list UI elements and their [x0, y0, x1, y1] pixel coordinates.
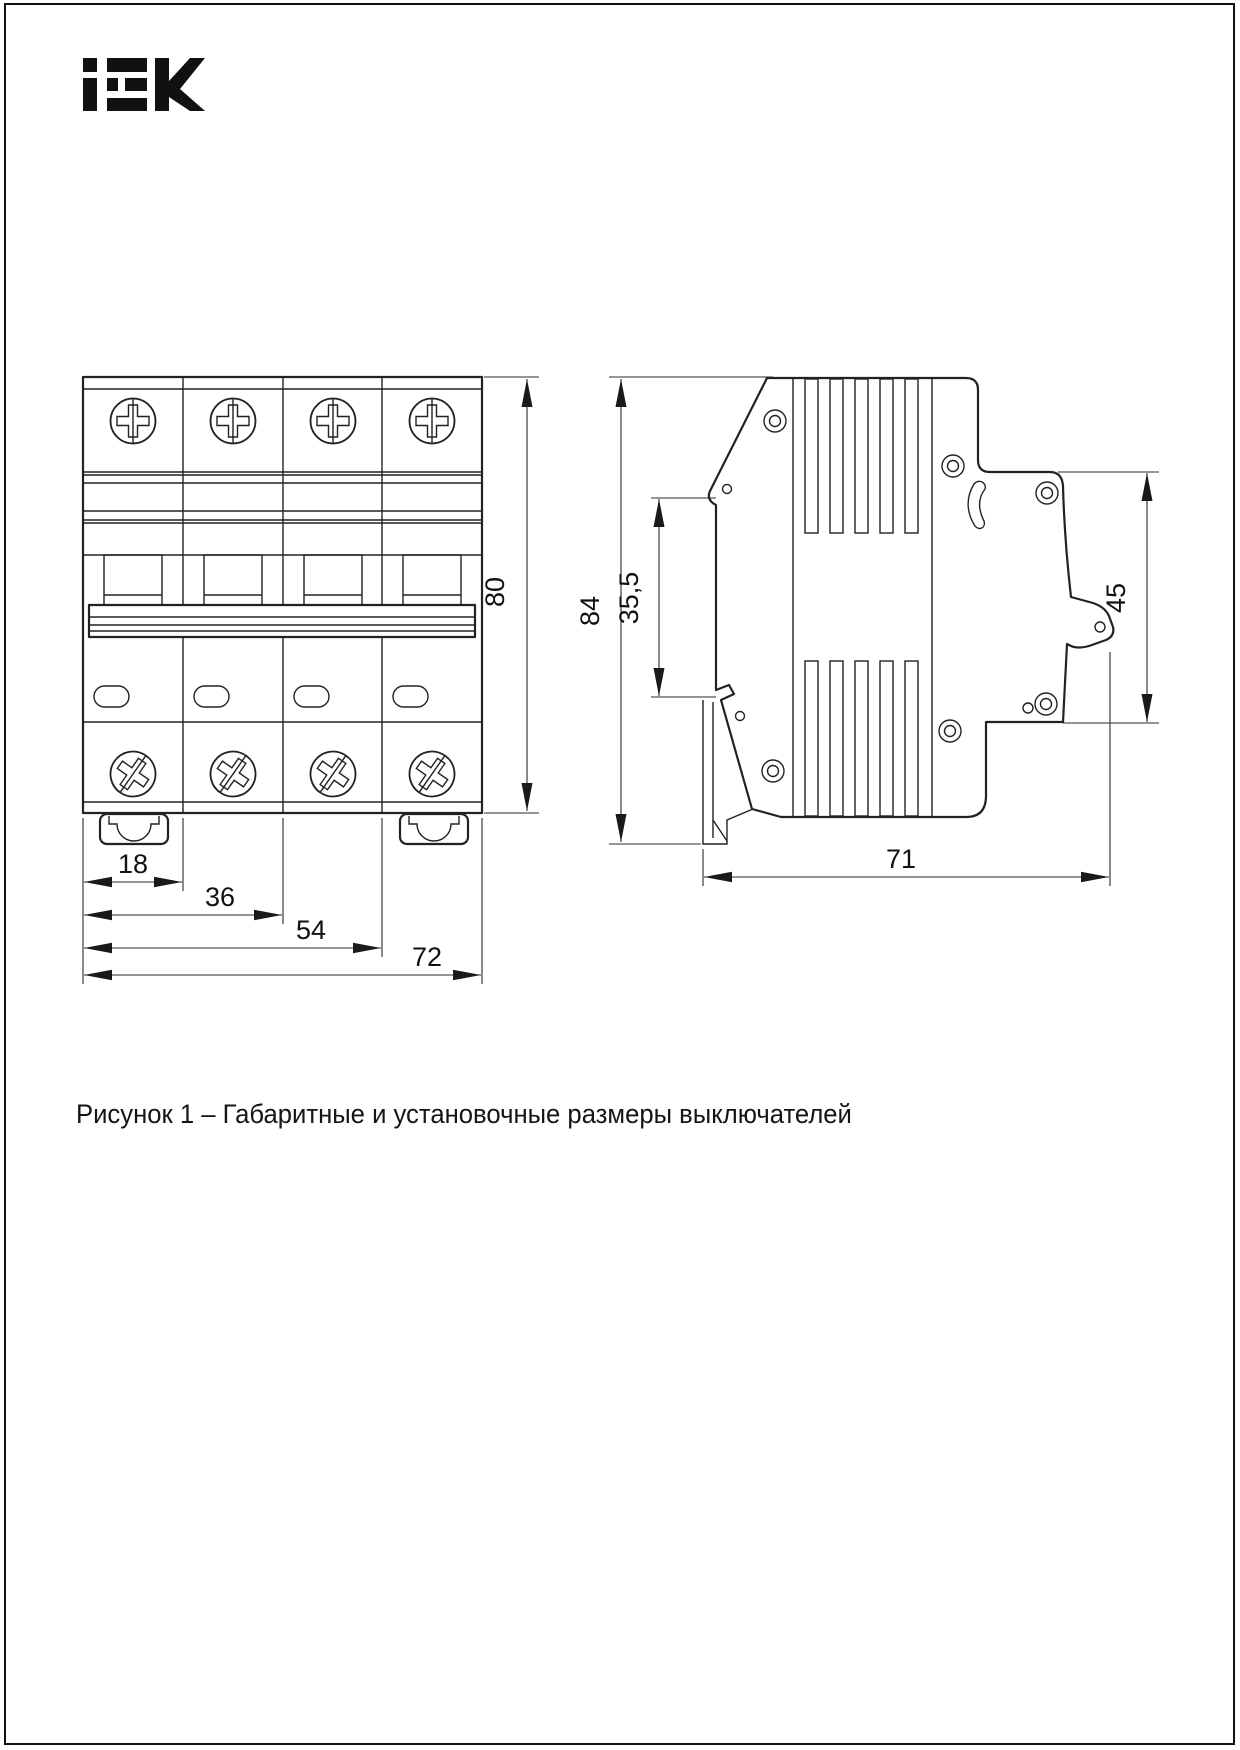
- din-rail-clips-front: [100, 814, 468, 844]
- dim-depth: 71: [885, 844, 917, 874]
- dim-front-face-height: 45: [1101, 582, 1131, 614]
- dim-side-height-total: 84: [575, 595, 605, 627]
- dim-total-width: 72: [411, 942, 443, 972]
- handle-tie-bar: [89, 605, 475, 637]
- dim-din-channel: 35,5: [614, 571, 644, 625]
- breaker-side-body: [709, 378, 1114, 817]
- dim-front-height: 80: [480, 576, 510, 608]
- figure-caption: Рисунок 1 – Габаритные и установочные размеры выключателей: [76, 1099, 852, 1129]
- dim-three-modules: 54: [295, 915, 327, 945]
- dim-two-modules: 36: [204, 882, 236, 912]
- front-view-drawing: [83, 377, 482, 844]
- dim-module-width: 18: [117, 849, 149, 879]
- side-view-drawing: [703, 378, 1113, 844]
